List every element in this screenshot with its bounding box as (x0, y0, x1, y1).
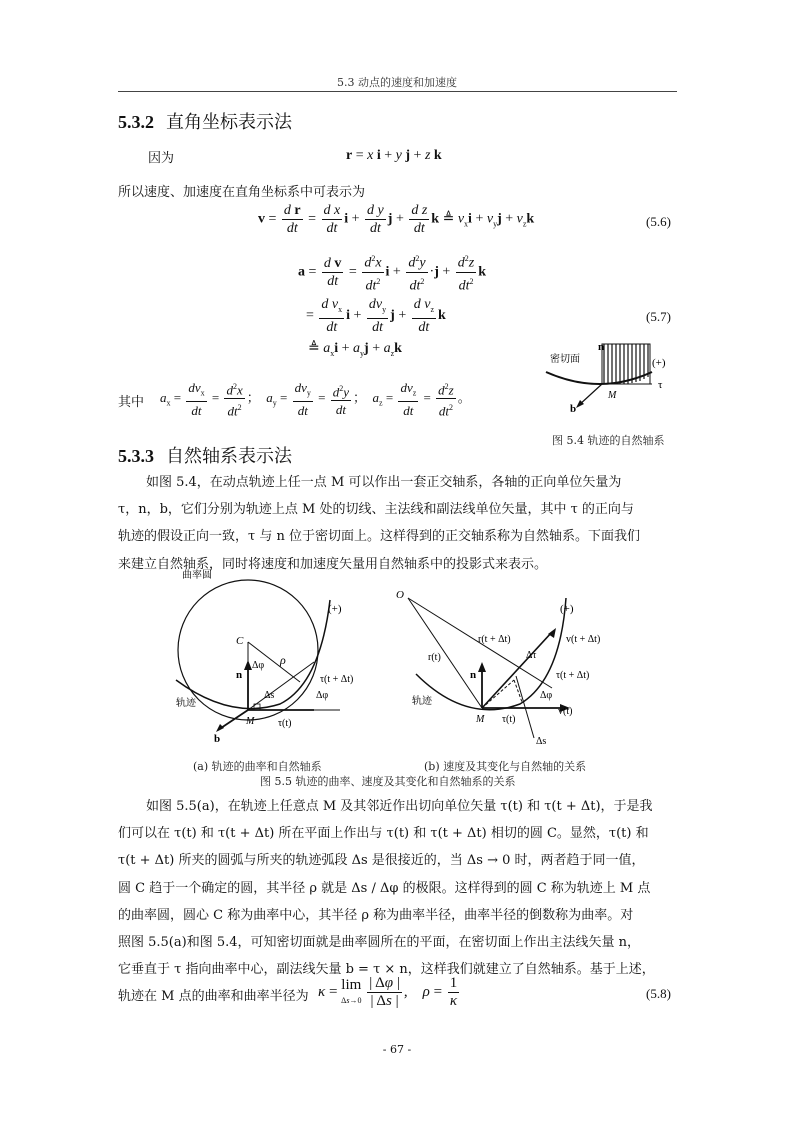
figure-5-5b-subcaption: (b) 速度及其变化与自然轴的关系 (424, 760, 587, 773)
term-natural-axes: 自然轴系 (522, 529, 575, 545)
para2-line2: 们可以在 τ(t) 和 τ(t + Δt) 所在平面上作出与 τ(t) 和 τ(t + Δt) 相切的圆 C。显然，τ(t) 和 (118, 826, 649, 842)
trajectory-curve (176, 600, 330, 709)
para1-line2: τ，n，b，它们分别为轨迹上点 M 处的切线、主法线和副法线单位矢量，其中 τ 的正向与 (118, 502, 634, 518)
figure-5-5a-diagram (170, 564, 370, 754)
figure-5-5b-diagram (396, 584, 632, 754)
osculating-plane-hatch (604, 344, 648, 384)
page-number: - 67 - (382, 1043, 412, 1056)
para2-line7: 它垂直于 τ 指向曲率中心，副法线矢量 b = τ × n，这样我们就建立了自然轴系。基于上述， (118, 962, 655, 978)
figure-5-4-caption: 图 5.4 轨迹的自然轴系 (552, 434, 665, 447)
term-center-of-curvature: 曲率中心 (253, 907, 306, 923)
label-M-b: M (476, 714, 485, 725)
equation-acceleration-line2: = $\frac{d v_x}{dt}$ i + $\frac{dv_y}{dt}$ j + $\frac{d v_z}{dt}$ k (306, 297, 446, 335)
para1-line4: 来建立自然轴系，同时将速度和加速度矢量用自然轴系中的投影式来表示。 (118, 556, 548, 572)
section-title: 自然轴系表示法 (166, 446, 292, 467)
label-r-t: r(t) (428, 652, 441, 663)
text-because: 因为 (148, 151, 175, 166)
text-intro: 所以速度、加速度在直角坐标系中可表示为 (118, 185, 366, 200)
para2-line1: 如图 5.5(a)，在轨迹上任意点 M 及其邻近作出切向单位矢量 τ(t) 和 τ(t + Δt)，于是我 (146, 799, 653, 814)
label-track-a: 轨迹 (176, 698, 196, 709)
equation-curvature: κ = lim Δs→0 $\frac{| \Delta\varphi |}{| \Delta s |}$ , ρ = $\frac{1}{\kappa}$ (318, 975, 458, 1009)
text-where: 其中 (118, 395, 145, 410)
section-title: 直角坐标表示法 (166, 112, 292, 133)
label-C: C (236, 635, 244, 647)
para1-line3b: 。下面我们 (574, 529, 640, 545)
equation-number-5-6: (5.6) (646, 214, 671, 229)
para2-line5a: 的曲率圆，圆心 C 称为 (118, 907, 254, 923)
para2-line5b: ，其半径 ρ 称为 (305, 907, 400, 923)
para2-line5 (118, 902, 678, 929)
label-M: M (608, 390, 617, 401)
section-heading-532 (118, 108, 292, 134)
para2-line5c: ，曲率半径的倒数称为 (451, 907, 582, 923)
label-track-b: 轨迹 (412, 696, 432, 707)
para1-line1: 如图 5.4，在动点轨迹上任一点 M 可以作出一套正交轴系，各轴的正向单位矢量为 (146, 475, 622, 490)
label-O: O (396, 589, 404, 601)
equation-components: $a_x$ = $\frac{dv_x}{dt}$ = $\frac{d^2x}{dt^2}$ ； $a_y$ = $\frac{dv_y}{dt}$ = $\frac{d^2y}{dt}$ ； $a_z$ = $\frac{dv_z}{dt}$ = $\frac{d^2z}{dt^2}$ 。 (160, 379, 471, 419)
label-n: n (598, 341, 605, 353)
para2-line5d: 。对 (607, 907, 634, 923)
label-tau-tdt-a: τ(t + Δt) (320, 674, 354, 685)
label-rho: ρ (280, 653, 286, 667)
equation-velocity: v = $\frac{\text{d r}}{dt}$ = $\frac{\text{d x}}{dt}$ i + $\frac{\text{d y}}{dt}$ j + $\frac{\text{d z}}{dt}$ k ≜ $v_xi + v_yj + v_zk$ (258, 203, 535, 236)
figure-5-5-caption: 图 5.5 轨迹的曲率、速度及其变化和自然轴系的关系 (260, 775, 516, 788)
label-curvature-circle: 曲率圆 (182, 570, 212, 581)
label-n-b: n (470, 669, 477, 681)
equation-r: r = x i + y j + z k (346, 148, 442, 163)
label-b: b (570, 403, 577, 415)
label-r-tdt: r(t + Δt) (478, 634, 511, 645)
figure-5-4-diagram (540, 336, 680, 422)
section-heading-533 (118, 442, 292, 468)
label-n-a: n (236, 669, 243, 681)
paragraph-natural-axes (118, 469, 678, 578)
running-header: 5.3 动点的速度和加速度 (337, 76, 457, 89)
para2-line6: 照图 5.5(a)和图 5.4，可知密切面就是曲率圆所在的平面，在密切面上作出主法线矢量 n， (118, 935, 641, 951)
figure-5-5a-subcaption: (a) 轨迹的曲率和自然轴系 (193, 760, 322, 773)
term-radius-of-curvature: 曲率半径 (399, 907, 452, 923)
para2-line8: 轨迹在 M 点的曲率和曲率半径为 (118, 989, 309, 1005)
equation-acceleration-line3: ≜ $a_xi + a_yj + a_zk$ (308, 341, 402, 358)
label-ds-a: Δs (264, 690, 275, 701)
label-dphi-center: Δφ (252, 660, 265, 671)
para2-line3: τ(t + Δt) 所夹的圆弧与所夹的轨迹弧段 Δs 是很接近的，当 Δs → 0 时，两者趋于同一值， (118, 853, 645, 869)
para1-line3a: 轨迹的假设正向一致，τ 与 n 位于密切面上。这样得到的正交轴系称为 (118, 529, 523, 545)
label-dtau: Δτ (526, 650, 537, 661)
label-tau-tdt-b: τ(t + Δt) (556, 670, 590, 681)
term-curvature: 曲率 (581, 907, 608, 923)
label-plus: (+) (652, 357, 666, 369)
label-M-a: M (246, 716, 255, 727)
equation-number-5-8: (5.8) (646, 986, 671, 1001)
label-plus-b: (+) (560, 603, 574, 615)
equation-number-5-7: (5.7) (646, 309, 671, 324)
label-v-t: v(t) (558, 706, 573, 717)
label-osculating-plane: 密切面 (550, 354, 580, 365)
label-b-a: b (214, 733, 221, 745)
equation-acceleration-line1: a = $\frac{\text{d v}}{dt}$ = $\frac{d^2x}{dt^2}$ i + $\frac{d^2y}{dt^2}$ ·j + $\frac{d^2z}{dt^2}$ k (298, 250, 486, 294)
label-dphi-a: Δφ (316, 690, 329, 701)
label-plus-a: (+) (328, 603, 342, 615)
section-number: 5.3.2 (118, 112, 154, 132)
header-rule (118, 91, 677, 92)
label-tau-t-b: τ(t) (502, 714, 516, 725)
section-number: 5.3.3 (118, 446, 154, 466)
para2-line4: 圆 C 趋于一个确定的圆，其半径 ρ 就是 Δs / Δφ 的极限。这样得到的圆 C 称为轨迹上 M 点 (118, 880, 651, 896)
para1-line3 (118, 523, 678, 550)
label-ds-b: Δs (536, 736, 547, 747)
label-tau: τ (658, 379, 663, 391)
label-tau-t-a: τ(t) (278, 718, 292, 729)
label-dphi-b: Δφ (540, 690, 553, 701)
label-v-tdt: v(t + Δt) (566, 634, 601, 645)
